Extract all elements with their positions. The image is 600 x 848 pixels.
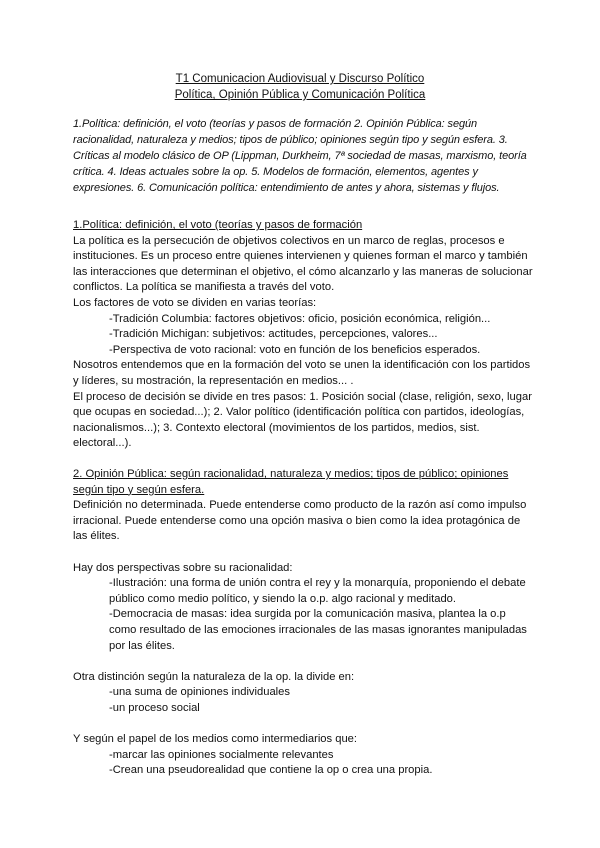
list-item: -Ilustración: una forma de unión contra el rey y la monarquía, proponiendo el debate público como medio político, y siendo la o.p. algo racional y meditado. [109, 577, 526, 605]
document-subtitle: Política, Opinión Pública y Comunicación Política [174, 89, 426, 101]
list-item: -Tradición Columbia: factores objetivos: oficio, posición económica, religión... [109, 312, 491, 325]
list-item: -marcar las opiniones socialmente relevantes [109, 748, 334, 761]
paragraph: Otra distinción según la naturaleza de la op. la divide en: [73, 670, 355, 683]
list-item: -una suma de opiniones individuales [109, 686, 290, 699]
list-item: -Democracia de masas: idea surgida por la comunicación masiva, plantea la o.p como resultado de las emociones irracionales de las masas ignorantes manipuladas por las élites. [109, 608, 527, 652]
section-heading: 1.Política: definición, el voto (teorías y pasos de formación [73, 219, 363, 231]
list-item: -Perspectiva de voto racional: voto en función de los beneficios esperados. [109, 343, 481, 356]
paragraph: Los factores de voto se dividen en varias teorías: [73, 296, 317, 309]
table-of-contents: 1.Política: definición, el voto (teorías y pasos de formación 2. Opinión Pública: según racionalidad, naturaleza y medios; tipos de público; opiniones según tipo y según esfera. 3. Críticas al modelo clásico de OP (Lippman, Durkheim, 7ª sociedad de masas, marxismo, teoría crítica. 4. Ideas actuales sobre la op. 5. Modelos de formación, elementos, agentes y expresiones. 6. Comunicación política: entendimiento de antes y ahora, sistemas y flujos. [73, 118, 527, 194]
section-politica [73, 218, 533, 452]
list-item: -Crean una pseudorealidad que contiene la op o crea una propia. [109, 764, 433, 777]
paragraph: Y según el papel de los medios como intermediarios que: [73, 733, 357, 746]
list-item: -Tradición Michigan: subjetivos: actitudes, percepciones, valores... [109, 328, 438, 341]
paragraph: El proceso de decisión se divide en tres pasos: 1. Posición social (clase, religión, sexo, lugar que ocupas en sociedad...); 2. Valor político (identificación política con partidos, ideologías, nacionalismos...); 3. Contexto electoral (movimientos de los partidos, medios, sist. electoral...). [73, 390, 532, 450]
paragraph: Nosotros entendemos que en la formación del voto se unen la identificación con los partidos y líderes, su mostración, la representación en medios... . [73, 359, 531, 387]
list-item: -un proceso social [109, 701, 200, 714]
paragraph: La política es la persecución de objetivos colectivos en un marco de reglas, procesos e instituciones. Es un proceso entre quienes intervienen y quienes forman el marco y también las interacciones que determinan el objetivo, el cómo alcanzarlo y las maneras de solucionar conflictos. La política se manifiesta a través del voto. [73, 234, 533, 294]
section-heading: 2. Opinión Pública: según racionalidad, naturaleza y medios; tipos de público; opiniones según tipo y según esfera. [73, 468, 509, 496]
paragraph: Definición no determinada. Puede entenderse como producto de la razón así como impulso irracional. Puede entenderse como una opción masiva o bien como la idea protagónica de las élites. [73, 499, 527, 543]
paragraph: Hay dos perspectivas sobre su racionalidad: [73, 561, 293, 574]
document-title: T1 Comunicacion Audiovisual y Discurso Político [175, 73, 425, 85]
section-opinion-publica [73, 467, 533, 779]
